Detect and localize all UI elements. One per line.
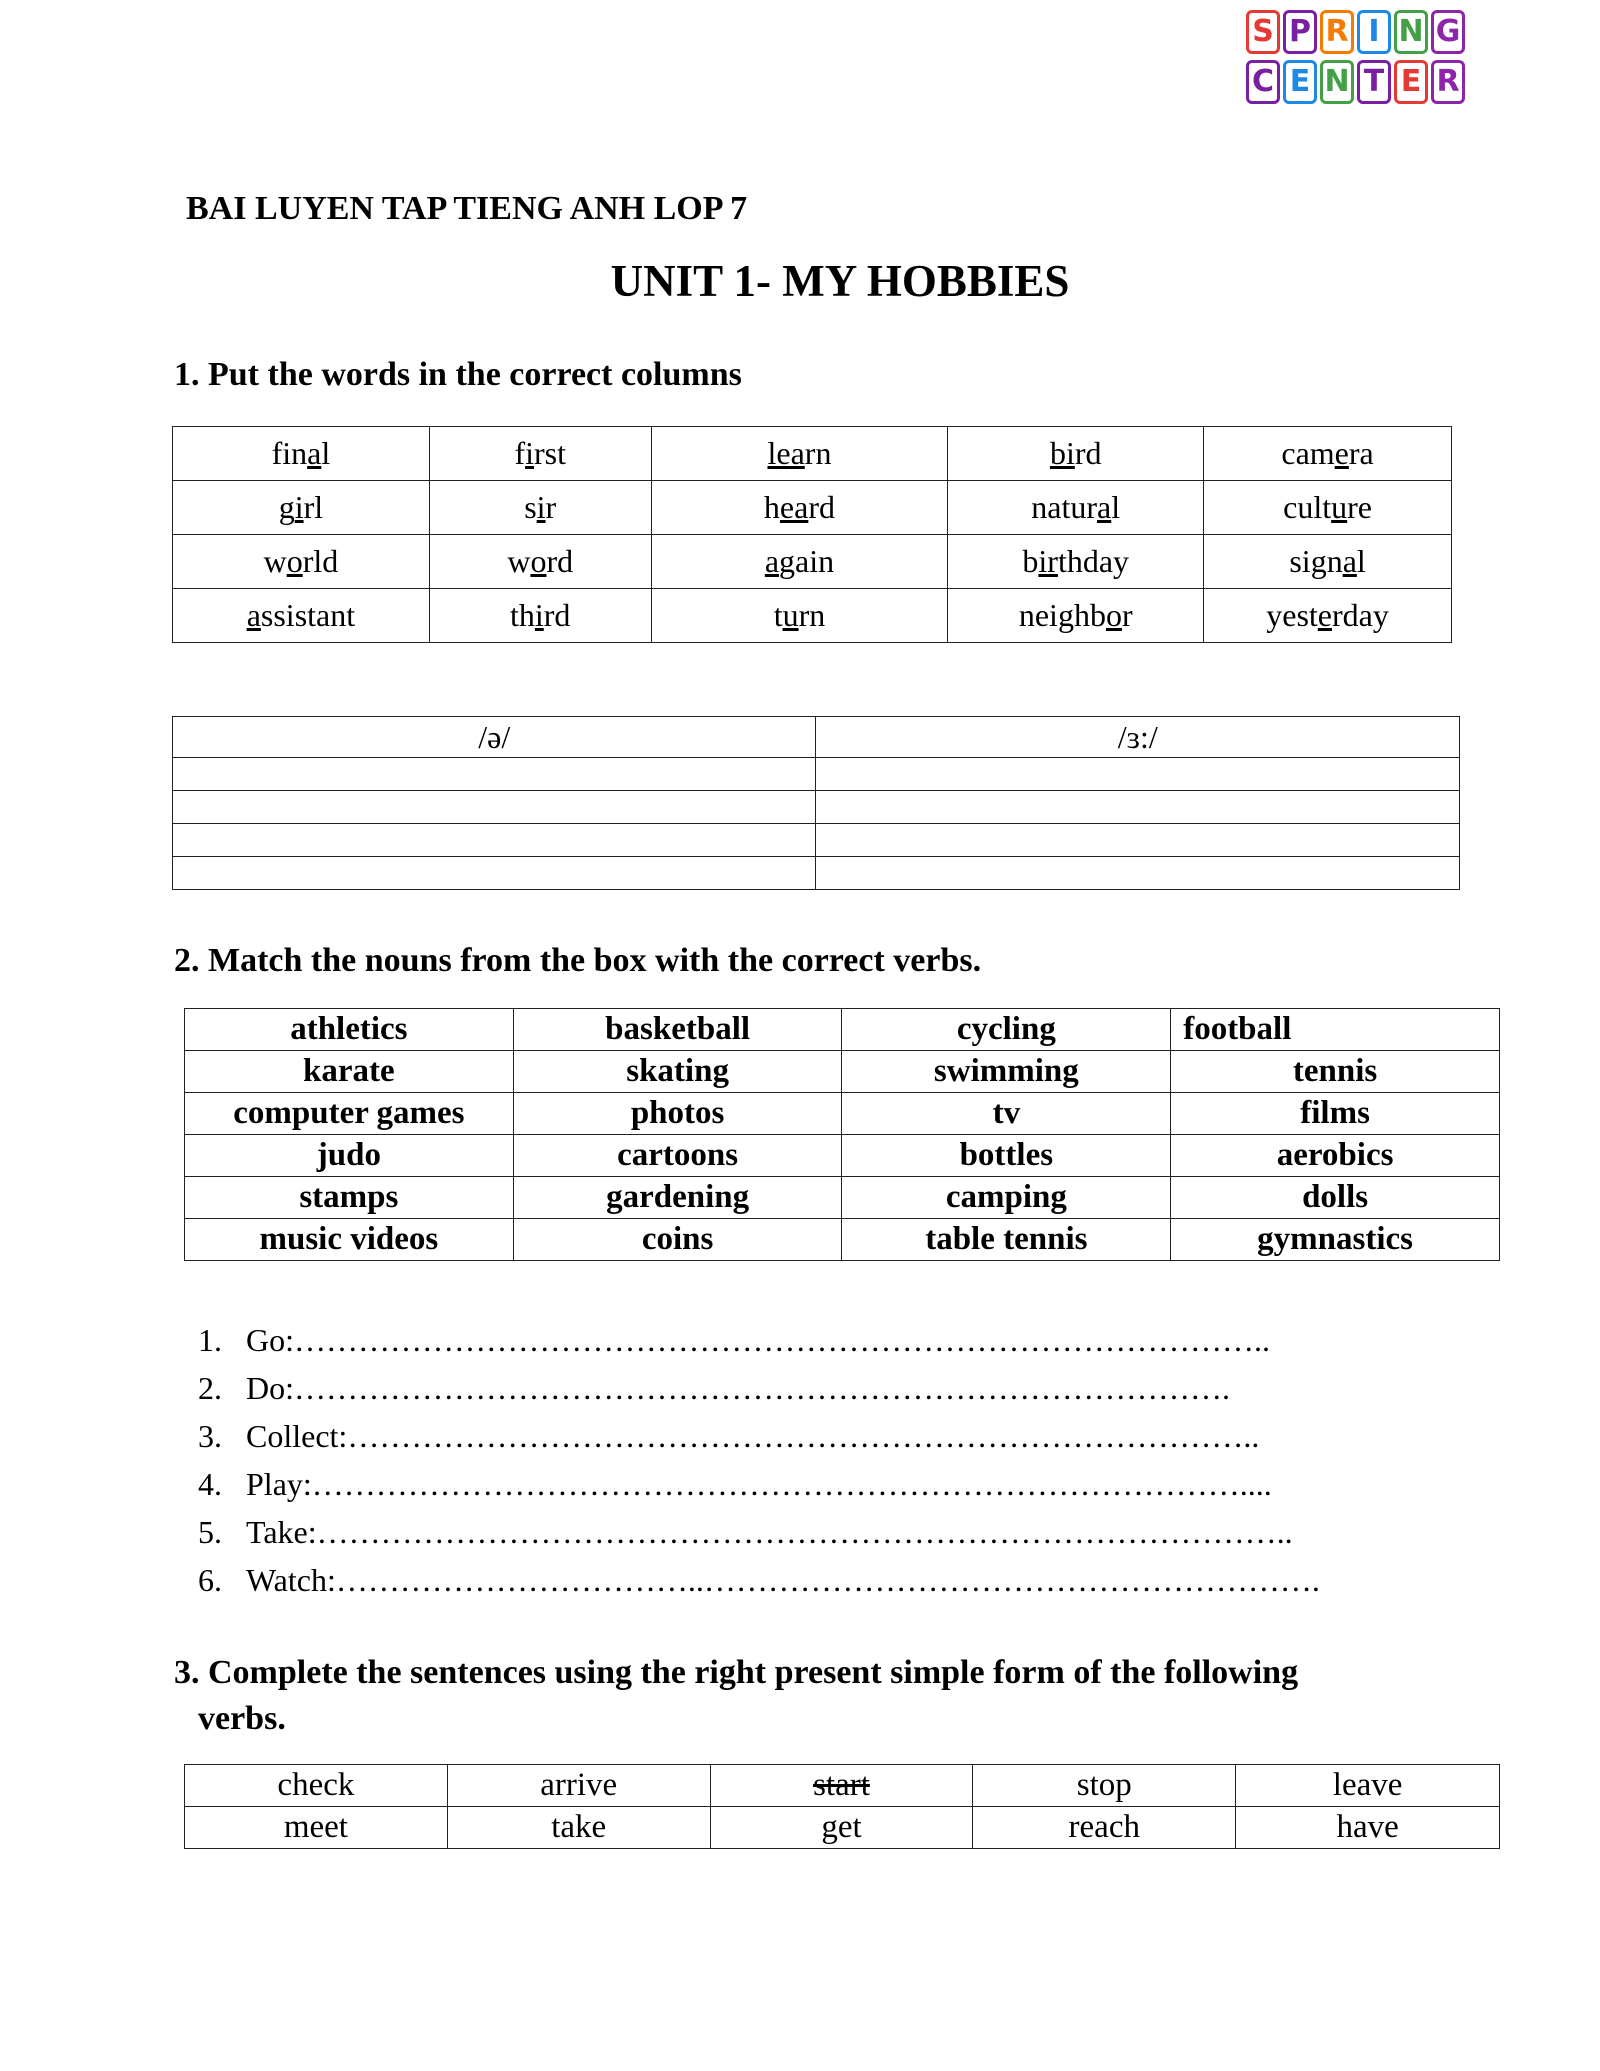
sound-sort-table [172, 716, 1460, 890]
verb-cell: meet [185, 1807, 448, 1849]
sort-cell[interactable] [173, 857, 816, 890]
noun-cell: coins [513, 1219, 842, 1261]
verb-cell: leave [1236, 1765, 1500, 1807]
exercise-number: 5. [198, 1514, 222, 1550]
exercise-answer-line[interactable]: ……………………………………………………………………………….. [294, 1322, 1270, 1358]
word-part: rd [808, 489, 835, 525]
noun-cell: karate [185, 1051, 514, 1093]
word-part: re [1347, 489, 1372, 525]
exercise-answer-line[interactable]: ……………………………………………………………………………….. [316, 1514, 1293, 1550]
word-part: f [514, 435, 526, 471]
logo-letter: C [1246, 60, 1280, 104]
logo-letter: T [1357, 60, 1391, 104]
word-part: l [321, 435, 331, 471]
word-underlined-part: u [1331, 489, 1348, 525]
word-cell [948, 427, 1204, 481]
word-part: gain [779, 543, 835, 579]
noun-cell: cartoons [513, 1135, 842, 1177]
sort-cell[interactable] [173, 758, 816, 791]
word-cell [173, 589, 430, 643]
noun-cell: dolls [1171, 1177, 1500, 1219]
noun-cell: aerobics [1171, 1135, 1500, 1177]
sort-cell[interactable] [816, 824, 1460, 857]
word-part: rday [1332, 597, 1389, 633]
word-cell [429, 589, 651, 643]
word-underlined-part: e [1317, 597, 1332, 633]
exercise-item[interactable] [198, 1460, 1320, 1508]
word-part: cult [1283, 489, 1332, 525]
word-part: ra [1348, 435, 1374, 471]
exercise-verb: Collect: [246, 1418, 348, 1454]
noun-cell: stamps [185, 1177, 514, 1219]
word-table [172, 426, 1452, 643]
school-line: BAI LUYEN TAP TIENG ANH LOP 7 [186, 190, 748, 227]
logo-letter: E [1394, 60, 1428, 104]
word-cell [1204, 589, 1452, 643]
word-part: sign [1289, 543, 1343, 579]
logo-letter: P [1283, 10, 1317, 54]
word-part: l [1111, 489, 1121, 525]
exercise-number: 4. [198, 1466, 222, 1502]
word-part: ssistant [260, 597, 356, 633]
word-cell [651, 535, 948, 589]
exercise-answer-line[interactable]: ………………………………………………………………………….. [347, 1418, 1260, 1454]
logo-line-center [1246, 60, 1486, 104]
word-underlined-part: a [307, 435, 322, 471]
exercise-verb: Do: [246, 1370, 294, 1406]
word-underlined-part: bi [1049, 435, 1075, 471]
section1-title: 1. Put the words in the correct columns [174, 356, 742, 393]
section3-title-line2: verbs. [198, 1700, 286, 1737]
word-part: rld [302, 543, 339, 579]
word-part: th [509, 597, 535, 633]
noun-cell: tennis [1171, 1051, 1500, 1093]
word-part: r [1121, 597, 1133, 633]
noun-box-table [184, 1008, 1500, 1261]
word-part: rl [303, 489, 324, 525]
sound-header-er: /ɜ:/ [816, 717, 1460, 758]
exercise-number: 3. [198, 1418, 222, 1454]
sort-cell[interactable] [816, 857, 1460, 890]
word-cell [429, 427, 651, 481]
verb-cell: take [447, 1807, 710, 1849]
word-underlined-part: o [530, 543, 547, 579]
word-underlined-part: i [525, 435, 534, 471]
word-cell [948, 535, 1204, 589]
word-part: rd [546, 543, 574, 579]
sort-cell[interactable] [816, 758, 1460, 791]
word-cell [651, 481, 948, 535]
noun-cell: athletics [185, 1009, 514, 1051]
word-underlined-part: ir [1038, 543, 1058, 579]
word-part: thday [1057, 543, 1130, 579]
noun-cell: music videos [185, 1219, 514, 1261]
word-cell [948, 589, 1204, 643]
word-part: fin [271, 435, 308, 471]
exercise-answer-line[interactable]: …………………………………………………………………………….... [311, 1466, 1272, 1502]
word-part: rn [804, 435, 832, 471]
noun-cell: computer games [185, 1093, 514, 1135]
word-underlined-part: o [1105, 597, 1122, 633]
noun-cell: swimming [842, 1051, 1171, 1093]
noun-cell: photos [513, 1093, 842, 1135]
logo-letter: N [1320, 60, 1354, 104]
word-part: w [263, 543, 287, 579]
section3-title-line1: 3. Complete the sentences using the right present simple form of the following [174, 1654, 1299, 1691]
noun-cell: cycling [842, 1009, 1171, 1051]
unit-title: UNIT 1- MY HOBBIES [610, 256, 1070, 306]
word-part: rn [798, 597, 826, 633]
word-part: rst [533, 435, 566, 471]
word-underlined-part: a [1097, 489, 1112, 525]
logo-letter: N [1394, 10, 1428, 54]
word-part: cam [1281, 435, 1335, 471]
sort-cell[interactable] [173, 791, 816, 824]
word-underlined-part: ea [779, 489, 809, 525]
word-part: t [773, 597, 783, 633]
word-cell [1204, 427, 1452, 481]
verb-cell: arrive [447, 1765, 710, 1807]
word-cell [651, 427, 948, 481]
word-part: g [278, 489, 295, 525]
logo-letter: E [1283, 60, 1317, 104]
noun-cell: tv [842, 1093, 1171, 1135]
word-cell [429, 535, 651, 589]
word-underlined-part: lea [767, 435, 805, 471]
word-cell [948, 481, 1204, 535]
exercise-answer-line[interactable]: ……………………………………………………………………………. [294, 1370, 1230, 1406]
section2-title: 2. Match the nouns from the box with the correct verbs. [174, 942, 982, 979]
noun-cell: bottles [842, 1135, 1171, 1177]
verb-cell: reach [973, 1807, 1236, 1849]
word-part: rd [1074, 435, 1102, 471]
word-cell [651, 589, 948, 643]
logo-letter: R [1320, 10, 1354, 54]
exercise-number: 6. [198, 1562, 222, 1598]
sort-cell[interactable] [816, 791, 1460, 824]
verb-box-table [184, 1764, 1500, 1849]
logo-letter: R [1431, 60, 1465, 104]
logo-letter: G [1431, 10, 1465, 54]
noun-cell: camping [842, 1177, 1171, 1219]
exercise-item[interactable] [198, 1508, 1320, 1556]
word-underlined-part: a [246, 597, 261, 633]
exercise-number: 2. [198, 1370, 222, 1406]
word-cell [173, 427, 430, 481]
word-underlined-part: i [534, 597, 544, 633]
spring-center-logo [1246, 10, 1486, 110]
verb-cell: have [1236, 1807, 1500, 1849]
sound-header-schwa: /ə/ [173, 717, 816, 758]
word-part: yest [1266, 597, 1318, 633]
logo-letter: I [1357, 10, 1391, 54]
word-cell [1204, 481, 1452, 535]
exercise-verb: Take: [246, 1514, 317, 1550]
word-part: b [1022, 543, 1039, 579]
word-underlined-part: a [1342, 543, 1357, 579]
exercise-item[interactable] [198, 1364, 1320, 1412]
exercise-item[interactable] [198, 1316, 1320, 1364]
verb-exercise-list [198, 1316, 1320, 1604]
noun-cell: gardening [513, 1177, 842, 1219]
word-underlined-part: u [782, 597, 799, 633]
word-cell [1204, 535, 1452, 589]
word-part: neighb [1018, 597, 1106, 633]
word-part: s [524, 489, 537, 525]
word-underlined-part: a [764, 543, 780, 579]
verb-cell: get [710, 1807, 973, 1849]
word-part: rd [543, 597, 571, 633]
word-part: w [507, 543, 531, 579]
exercise-verb: Play: [246, 1466, 312, 1502]
logo-line-spring [1246, 10, 1486, 54]
exercise-verb: Watch: [246, 1562, 336, 1598]
word-part: l [1356, 543, 1366, 579]
exercise-answer-line[interactable]: ……………………………..…………………………………………………. [335, 1562, 1320, 1598]
word-underlined-part: i [536, 489, 546, 525]
word-underlined-part: i [294, 489, 304, 525]
word-part: natur [1031, 489, 1098, 525]
word-underlined-part: e [1334, 435, 1349, 471]
word-part: h [763, 489, 780, 525]
verb-cell: start [710, 1765, 973, 1807]
logo-letter: S [1246, 10, 1280, 54]
verb-cell: check [185, 1765, 448, 1807]
noun-cell: basketball [513, 1009, 842, 1051]
noun-cell: football [1171, 1009, 1500, 1051]
word-underlined-part: o [286, 543, 303, 579]
sort-cell[interactable] [173, 824, 816, 857]
verb-cell: stop [973, 1765, 1236, 1807]
exercise-verb: Go: [246, 1322, 294, 1358]
noun-cell: gymnastics [1171, 1219, 1500, 1261]
noun-cell: table tennis [842, 1219, 1171, 1261]
exercise-item[interactable] [198, 1556, 1320, 1604]
word-cell [173, 481, 430, 535]
word-cell [429, 481, 651, 535]
word-cell [173, 535, 430, 589]
exercise-item[interactable] [198, 1412, 1320, 1460]
noun-cell: judo [185, 1135, 514, 1177]
word-part: r [545, 489, 557, 525]
noun-cell: films [1171, 1093, 1500, 1135]
noun-cell: skating [513, 1051, 842, 1093]
exercise-number: 1. [198, 1322, 222, 1358]
